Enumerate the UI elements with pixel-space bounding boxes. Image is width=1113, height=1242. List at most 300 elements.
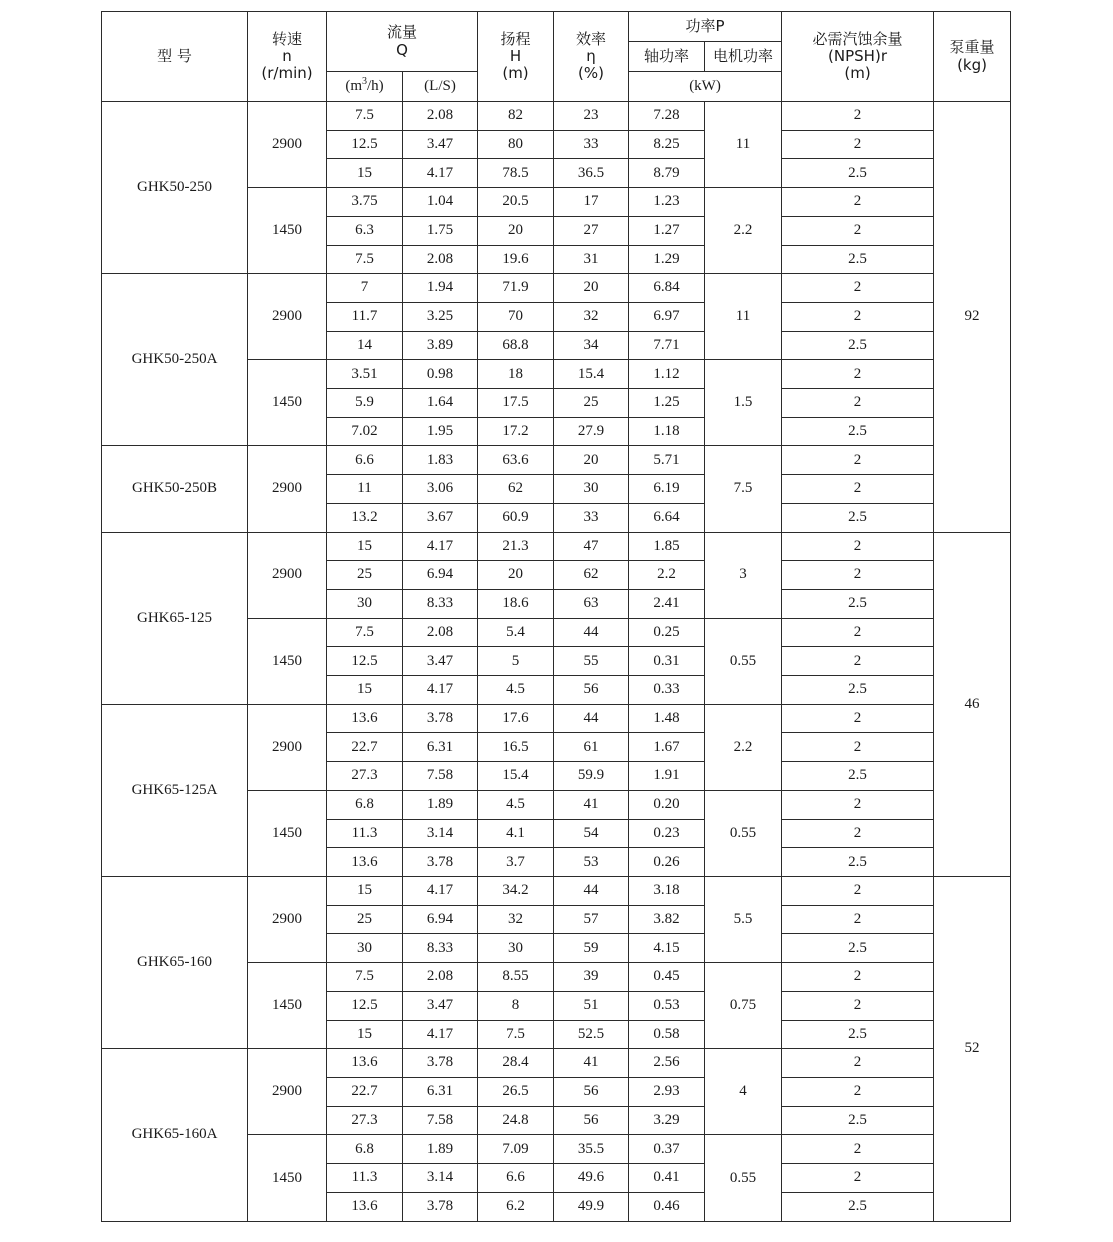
shaft-power-cell: 1.18: [629, 417, 705, 446]
speed-cell: 1450: [248, 618, 327, 704]
flow-m3h-cell: 7.5: [327, 618, 403, 647]
head-cell: 6.2: [478, 1192, 554, 1221]
shaft-power-cell: 7.71: [629, 331, 705, 360]
efficiency-cell: 57: [554, 905, 629, 934]
flow-m3h-cell: 13.2: [327, 503, 403, 532]
header-npsh-unit: (m): [844, 64, 871, 83]
flow-ls-cell: 7.58: [403, 1106, 478, 1135]
header-weight-line: 泵重量: [949, 38, 995, 57]
head-cell: 7.5: [478, 1020, 554, 1049]
shaft-power-cell: 0.31: [629, 647, 705, 676]
head-cell: 82: [478, 102, 554, 131]
motor-power-cell: 2.2: [705, 704, 782, 790]
head-cell: 63.6: [478, 446, 554, 475]
shaft-power-cell: 1.29: [629, 245, 705, 274]
flow-m3h-cell: 12.5: [327, 130, 403, 159]
flow-ls-cell: 2.08: [403, 618, 478, 647]
flow-m3h-cell: 6.8: [327, 1135, 403, 1164]
flow-ls-cell: 4.17: [403, 876, 478, 905]
flow-m3h-cell: 5.9: [327, 389, 403, 418]
flow-ls-cell: 7.58: [403, 762, 478, 791]
motor-power-cell: 0.75: [705, 963, 782, 1049]
flow-ls-cell: 4.17: [403, 1020, 478, 1049]
head-cell: 78.5: [478, 159, 554, 188]
shaft-power-cell: 3.29: [629, 1106, 705, 1135]
flow-ls-cell: 3.67: [403, 503, 478, 532]
table-body: [102, 102, 1011, 1222]
speed-cell: 1450: [248, 188, 327, 274]
flow-m3h-cell: 11.7: [327, 302, 403, 331]
flow-m3h-cell: 30: [327, 934, 403, 963]
flow-ls-cell: 3.78: [403, 704, 478, 733]
flow-m3h-cell: 22.7: [327, 733, 403, 762]
efficiency-cell: 62: [554, 561, 629, 590]
shaft-power-cell: 0.46: [629, 1192, 705, 1221]
npsh-cell: 2.5: [782, 331, 934, 360]
shaft-power-cell: 8.79: [629, 159, 705, 188]
flow-ls-cell: 0.98: [403, 360, 478, 389]
efficiency-cell: 44: [554, 618, 629, 647]
table-row: [102, 274, 1011, 303]
efficiency-cell: 61: [554, 733, 629, 762]
flow-m3h-cell: 6.8: [327, 790, 403, 819]
flow-m3h-cell: 12.5: [327, 647, 403, 676]
npsh-cell: 2: [782, 446, 934, 475]
model-name-cell: GHK65-125A: [102, 704, 248, 876]
header-head-symbol: H: [509, 46, 522, 65]
header-speed-symbol: n: [282, 46, 292, 65]
header-shaft-power: 轴功率: [629, 42, 705, 72]
npsh-cell: 2: [782, 360, 934, 389]
model-name-cell: GHK65-160: [102, 876, 248, 1048]
npsh-cell: 2.5: [782, 503, 934, 532]
header-npsh-symbol: (NPSH)r: [828, 46, 887, 65]
shaft-power-cell: 3.18: [629, 876, 705, 905]
flow-m3h-cell: 15: [327, 532, 403, 561]
flow-m3h-cell: 15: [327, 159, 403, 188]
efficiency-cell: 36.5: [554, 159, 629, 188]
npsh-cell: 2: [782, 905, 934, 934]
head-cell: 5.4: [478, 618, 554, 647]
shaft-power-cell: 1.25: [629, 389, 705, 418]
head-cell: 8.55: [478, 963, 554, 992]
head-cell: 17.6: [478, 704, 554, 733]
header-motor-power: 电机功率: [705, 42, 782, 72]
shaft-power-cell: 6.97: [629, 302, 705, 331]
flow-m3h-cell: 13.6: [327, 848, 403, 877]
speed-cell: 2900: [248, 704, 327, 790]
header-efficiency-line: 效率: [576, 29, 607, 48]
npsh-cell: 2: [782, 733, 934, 762]
speed-cell: 2900: [248, 1049, 327, 1135]
weight-cell: 46: [934, 532, 1011, 876]
head-cell: 15.4: [478, 762, 554, 791]
header-npsh: [782, 12, 934, 102]
shaft-power-cell: 2.41: [629, 589, 705, 618]
npsh-cell: 2: [782, 618, 934, 647]
shaft-power-cell: 2.56: [629, 1049, 705, 1078]
header-speed: [248, 12, 327, 102]
head-cell: 3.7: [478, 848, 554, 877]
speed-cell: 2900: [248, 274, 327, 360]
speed-cell: 2900: [248, 102, 327, 188]
efficiency-cell: 25: [554, 389, 629, 418]
shaft-power-cell: 1.85: [629, 532, 705, 561]
head-cell: 8: [478, 991, 554, 1020]
flow-m3h-cell: 15: [327, 676, 403, 705]
flow-ls-cell: 6.94: [403, 561, 478, 590]
npsh-cell: 2.5: [782, 417, 934, 446]
table-row: [102, 1049, 1011, 1078]
efficiency-cell: 49.6: [554, 1164, 629, 1193]
flow-ls-cell: 8.33: [403, 589, 478, 618]
flow-m3h-cell: 7.5: [327, 245, 403, 274]
header-power-unit: (kW): [629, 72, 782, 102]
efficiency-cell: 56: [554, 1106, 629, 1135]
efficiency-cell: 59.9: [554, 762, 629, 791]
shaft-power-cell: 2.93: [629, 1077, 705, 1106]
head-cell: 18: [478, 360, 554, 389]
flow-ls-cell: 3.14: [403, 1164, 478, 1193]
shaft-power-cell: 0.58: [629, 1020, 705, 1049]
shaft-power-cell: 2.2: [629, 561, 705, 590]
flow-ls-cell: 8.33: [403, 934, 478, 963]
motor-power-cell: 0.55: [705, 1135, 782, 1222]
header-head: [478, 12, 554, 102]
flow-ls-cell: 3.89: [403, 331, 478, 360]
flow-m3h-cell: 13.6: [327, 704, 403, 733]
efficiency-cell: 32: [554, 302, 629, 331]
npsh-cell: 2.5: [782, 676, 934, 705]
efficiency-cell: 44: [554, 704, 629, 733]
npsh-cell: 2: [782, 532, 934, 561]
flow-ls-cell: 2.08: [403, 245, 478, 274]
head-cell: 20.5: [478, 188, 554, 217]
header-flow-unit-m3h-sup: 3: [362, 75, 367, 87]
efficiency-cell: 55: [554, 647, 629, 676]
flow-ls-cell: 6.31: [403, 733, 478, 762]
npsh-cell: 2.5: [782, 848, 934, 877]
table-row: [102, 446, 1011, 475]
head-cell: 4.5: [478, 676, 554, 705]
flow-ls-cell: 3.47: [403, 130, 478, 159]
efficiency-cell: 20: [554, 446, 629, 475]
efficiency-cell: 34: [554, 331, 629, 360]
npsh-cell: 2: [782, 1049, 934, 1078]
weight-cell: 92: [934, 102, 1011, 533]
header-flow-unit-m3h: [327, 72, 403, 102]
flow-m3h-cell: 7.5: [327, 102, 403, 131]
flow-ls-cell: 6.94: [403, 905, 478, 934]
shaft-power-cell: 1.23: [629, 188, 705, 217]
head-cell: 7.09: [478, 1135, 554, 1164]
efficiency-cell: 59: [554, 934, 629, 963]
npsh-cell: 2: [782, 991, 934, 1020]
shaft-power-cell: 5.71: [629, 446, 705, 475]
shaft-power-cell: 3.82: [629, 905, 705, 934]
npsh-cell: 2: [782, 130, 934, 159]
speed-cell: 2900: [248, 876, 327, 962]
head-cell: 28.4: [478, 1049, 554, 1078]
table-header: [102, 12, 1011, 102]
flow-m3h-cell: 6.3: [327, 216, 403, 245]
shaft-power-cell: 6.64: [629, 503, 705, 532]
efficiency-cell: 35.5: [554, 1135, 629, 1164]
model-name-cell: GHK65-125: [102, 532, 248, 704]
flow-m3h-cell: 7.5: [327, 963, 403, 992]
efficiency-cell: 27.9: [554, 417, 629, 446]
efficiency-cell: 47: [554, 532, 629, 561]
flow-m3h-cell: 13.6: [327, 1192, 403, 1221]
header-head-unit: (m): [502, 64, 529, 83]
flow-m3h-cell: 11.3: [327, 1164, 403, 1193]
shaft-power-cell: 1.67: [629, 733, 705, 762]
head-cell: 17.2: [478, 417, 554, 446]
npsh-cell: 2: [782, 1077, 934, 1106]
head-cell: 21.3: [478, 532, 554, 561]
flow-ls-cell: 1.89: [403, 790, 478, 819]
npsh-cell: 2.5: [782, 762, 934, 791]
motor-power-cell: 7.5: [705, 446, 782, 532]
flow-ls-cell: 1.95: [403, 417, 478, 446]
flow-m3h-cell: 15: [327, 1020, 403, 1049]
npsh-cell: 2: [782, 704, 934, 733]
npsh-cell: 2: [782, 274, 934, 303]
table-row: [102, 876, 1011, 905]
head-cell: 4.5: [478, 790, 554, 819]
head-cell: 16.5: [478, 733, 554, 762]
flow-m3h-cell: 15: [327, 876, 403, 905]
efficiency-cell: 63: [554, 589, 629, 618]
npsh-cell: 2: [782, 389, 934, 418]
npsh-cell: 2.5: [782, 1106, 934, 1135]
npsh-cell: 2: [782, 1164, 934, 1193]
npsh-cell: 2.5: [782, 245, 934, 274]
flow-m3h-cell: 7: [327, 274, 403, 303]
shaft-power-cell: 0.25: [629, 618, 705, 647]
efficiency-cell: 20: [554, 274, 629, 303]
efficiency-cell: 44: [554, 876, 629, 905]
flow-m3h-cell: 7.02: [327, 417, 403, 446]
head-cell: 20: [478, 561, 554, 590]
head-cell: 34.2: [478, 876, 554, 905]
npsh-cell: 2.5: [782, 159, 934, 188]
flow-ls-cell: 1.94: [403, 274, 478, 303]
shaft-power-cell: 0.53: [629, 991, 705, 1020]
table-row: [102, 102, 1011, 131]
flow-ls-cell: 2.08: [403, 963, 478, 992]
npsh-cell: 2: [782, 561, 934, 590]
efficiency-cell: 33: [554, 130, 629, 159]
header-flow-unit-m3h-post: /h): [367, 77, 384, 94]
npsh-cell: 2.5: [782, 589, 934, 618]
efficiency-cell: 56: [554, 676, 629, 705]
header-weight-unit: (kg): [957, 55, 987, 74]
weight-cell: 52: [934, 876, 1011, 1221]
shaft-power-cell: 0.26: [629, 848, 705, 877]
header-weight: [934, 12, 1011, 102]
head-cell: 26.5: [478, 1077, 554, 1106]
flow-ls-cell: 3.78: [403, 1049, 478, 1078]
shaft-power-cell: 0.23: [629, 819, 705, 848]
flow-m3h-cell: 27.3: [327, 762, 403, 791]
npsh-cell: 2: [782, 1135, 934, 1164]
npsh-cell: 2: [782, 216, 934, 245]
model-name-cell: GHK50-250B: [102, 446, 248, 532]
shaft-power-cell: 0.45: [629, 963, 705, 992]
shaft-power-cell: 1.27: [629, 216, 705, 245]
flow-ls-cell: 1.04: [403, 188, 478, 217]
shaft-power-cell: 6.84: [629, 274, 705, 303]
efficiency-cell: 53: [554, 848, 629, 877]
shaft-power-cell: 1.12: [629, 360, 705, 389]
shaft-power-cell: 8.25: [629, 130, 705, 159]
flow-m3h-cell: 11: [327, 475, 403, 504]
table-row: [102, 532, 1011, 561]
flow-m3h-cell: 27.3: [327, 1106, 403, 1135]
head-cell: 20: [478, 216, 554, 245]
flow-m3h-cell: 13.6: [327, 1049, 403, 1078]
npsh-cell: 2.5: [782, 1020, 934, 1049]
motor-power-cell: 11: [705, 274, 782, 360]
efficiency-cell: 51: [554, 991, 629, 1020]
flow-m3h-cell: 3.51: [327, 360, 403, 389]
efficiency-cell: 54: [554, 819, 629, 848]
flow-m3h-cell: 12.5: [327, 991, 403, 1020]
motor-power-cell: 0.55: [705, 618, 782, 704]
header-flow-unit-ls: (L/S): [403, 72, 478, 102]
model-name-cell: GHK50-250A: [102, 274, 248, 446]
header-efficiency-symbol: η: [586, 46, 596, 65]
npsh-cell: 2: [782, 188, 934, 217]
flow-ls-cell: 3.25: [403, 302, 478, 331]
head-cell: 60.9: [478, 503, 554, 532]
flow-m3h-cell: 3.75: [327, 188, 403, 217]
header-flow: [327, 12, 478, 72]
shaft-power-cell: 0.33: [629, 676, 705, 705]
header-head-line: 扬程: [500, 29, 531, 48]
flow-ls-cell: 3.14: [403, 819, 478, 848]
header-flow-line: 流量: [387, 23, 418, 42]
npsh-cell: 2: [782, 475, 934, 504]
npsh-cell: 2: [782, 876, 934, 905]
head-cell: 24.8: [478, 1106, 554, 1135]
head-cell: 17.5: [478, 389, 554, 418]
head-cell: 30: [478, 934, 554, 963]
efficiency-cell: 41: [554, 790, 629, 819]
shaft-power-cell: 1.91: [629, 762, 705, 791]
motor-power-cell: 1.5: [705, 360, 782, 446]
flow-ls-cell: 3.78: [403, 1192, 478, 1221]
npsh-cell: 2: [782, 790, 934, 819]
efficiency-cell: 15.4: [554, 360, 629, 389]
efficiency-cell: 23: [554, 102, 629, 131]
motor-power-cell: 5.5: [705, 876, 782, 962]
pump-spec-table: [101, 11, 1011, 1222]
flow-ls-cell: 4.17: [403, 159, 478, 188]
speed-cell: 1450: [248, 1135, 327, 1222]
flow-ls-cell: 3.06: [403, 475, 478, 504]
efficiency-cell: 31: [554, 245, 629, 274]
shaft-power-cell: 0.41: [629, 1164, 705, 1193]
flow-m3h-cell: 30: [327, 589, 403, 618]
npsh-cell: 2.5: [782, 1192, 934, 1221]
motor-power-cell: 3: [705, 532, 782, 618]
model-name-cell: GHK50-250: [102, 102, 248, 274]
flow-ls-cell: 3.47: [403, 647, 478, 676]
header-power: 功率P: [629, 12, 782, 42]
flow-ls-cell: 4.17: [403, 676, 478, 705]
flow-ls-cell: 4.17: [403, 532, 478, 561]
speed-cell: 2900: [248, 532, 327, 618]
header-model: 型 号: [102, 12, 248, 102]
efficiency-cell: 27: [554, 216, 629, 245]
shaft-power-cell: 1.48: [629, 704, 705, 733]
flow-m3h-cell: 25: [327, 905, 403, 934]
head-cell: 4.1: [478, 819, 554, 848]
flow-m3h-cell: 11.3: [327, 819, 403, 848]
head-cell: 19.6: [478, 245, 554, 274]
npsh-cell: 2.5: [782, 934, 934, 963]
shaft-power-cell: 4.15: [629, 934, 705, 963]
head-cell: 32: [478, 905, 554, 934]
head-cell: 68.8: [478, 331, 554, 360]
npsh-cell: 2: [782, 819, 934, 848]
flow-ls-cell: 1.75: [403, 216, 478, 245]
speed-cell: 1450: [248, 360, 327, 446]
npsh-cell: 2: [782, 963, 934, 992]
flow-m3h-cell: 25: [327, 561, 403, 590]
head-cell: 18.6: [478, 589, 554, 618]
npsh-cell: 2: [782, 102, 934, 131]
speed-cell: 1450: [248, 963, 327, 1049]
motor-power-cell: 11: [705, 102, 782, 188]
flow-ls-cell: 1.83: [403, 446, 478, 475]
flow-m3h-cell: 22.7: [327, 1077, 403, 1106]
shaft-power-cell: 0.37: [629, 1135, 705, 1164]
flow-ls-cell: 2.08: [403, 102, 478, 131]
header-efficiency: [554, 12, 629, 102]
flow-m3h-cell: 14: [327, 331, 403, 360]
motor-power-cell: 0.55: [705, 790, 782, 876]
head-cell: 71.9: [478, 274, 554, 303]
flow-ls-cell: 1.64: [403, 389, 478, 418]
efficiency-cell: 30: [554, 475, 629, 504]
motor-power-cell: 4: [705, 1049, 782, 1135]
motor-power-cell: 2.2: [705, 188, 782, 274]
header-speed-line: 转速: [271, 29, 302, 48]
flow-ls-cell: 6.31: [403, 1077, 478, 1106]
header-efficiency-unit: (%): [578, 64, 604, 83]
speed-cell: 2900: [248, 446, 327, 532]
head-cell: 6.6: [478, 1164, 554, 1193]
shaft-power-cell: 0.20: [629, 790, 705, 819]
npsh-cell: 2: [782, 647, 934, 676]
head-cell: 5: [478, 647, 554, 676]
table-row: [102, 704, 1011, 733]
shaft-power-cell: 6.19: [629, 475, 705, 504]
header-flow-symbol: Q: [396, 40, 408, 59]
head-cell: 70: [478, 302, 554, 331]
efficiency-cell: 17: [554, 188, 629, 217]
header-npsh-line: 必需汽蚀余量: [812, 29, 903, 48]
shaft-power-cell: 7.28: [629, 102, 705, 131]
npsh-cell: 2: [782, 302, 934, 331]
head-cell: 80: [478, 130, 554, 159]
speed-cell: 1450: [248, 790, 327, 876]
efficiency-cell: 39: [554, 963, 629, 992]
flow-ls-cell: 1.89: [403, 1135, 478, 1164]
